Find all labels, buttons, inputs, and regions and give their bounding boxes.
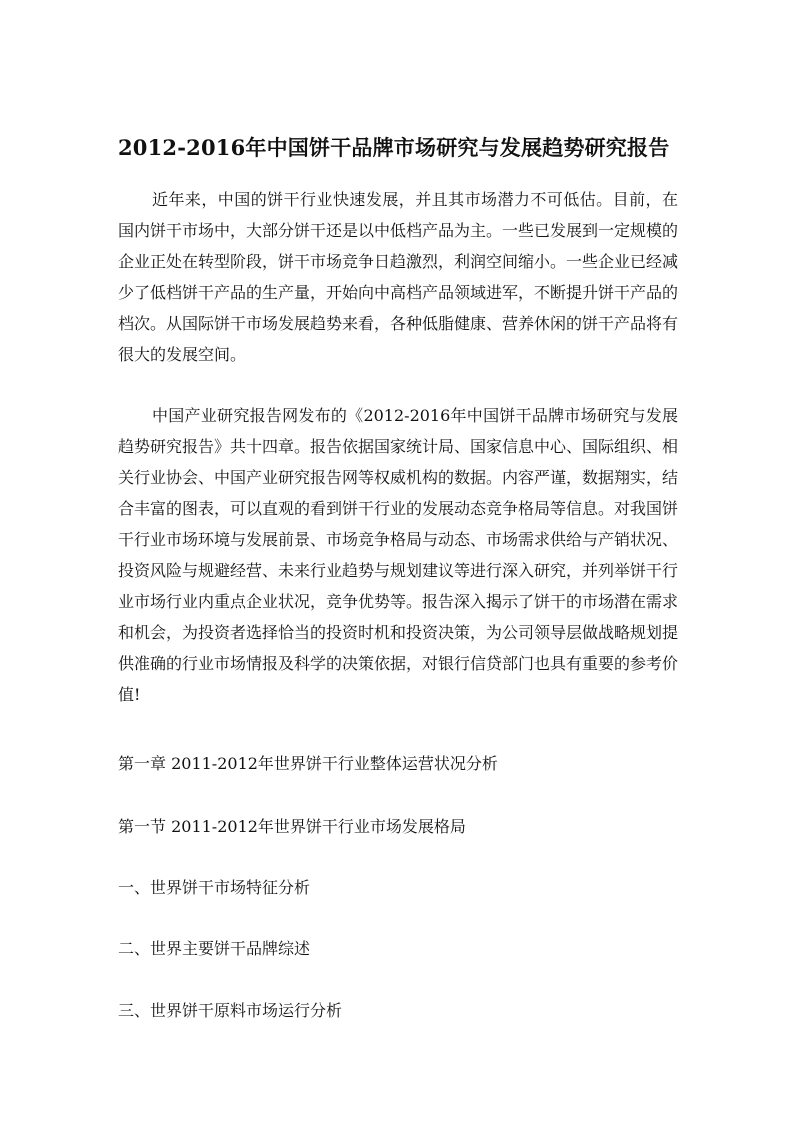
subsection-heading: 一、世界饼干市场特征分析 bbox=[118, 878, 311, 897]
chapter-heading: 第一章 2011-2012年世界饼干行业整体运营状况分析 bbox=[118, 754, 498, 773]
intro-paragraph: 近年来，中国的饼干行业快速发展，并且其市场潜力不可低估。目前，在国内饼干市场中，大部分饼干还是以中低档产品为主。一些已发展到一定规模的企业正处在转型阶段，饼干市场竞争日趋激烈，利润空间缩小。一些企业已经减少了低档饼干产品的生产量，开始向中高档产品领域进军，不断提升饼干产品的档次。从国际饼干市场发展趋势来看，各种低脂健康、营养休闲的饼干产品将有很大的发展空间。 bbox=[118, 190, 679, 364]
subsection-heading: 三、世界饼干原料市场运行分析 bbox=[118, 1001, 343, 1020]
subsection-heading: 二、世界主要饼干品牌综述 bbox=[118, 939, 311, 958]
report-description-paragraph: 中国产业研究报告网发布的《2012-2016年中国饼干品牌市场研究与发展趋势研究报告》共十四章。报告依据国家统计局、国家信息中心、国际组织、相关行业协会、中国产业研究报告网等权威机构的数据。内容严谨，数据翔实，结合丰富的图表，可以直观的看到饼干行业的发展动态竞争格局等信息。对我国饼干行业市场环境与发展前景、市场竞争格局与动态、市场需求供给与产销状况、投资风险与规避经营、未来行业趋势与规划建议等进行深入研究，并列举饼干行业市场行业内重点企业状况，竞争优势等。报告深入揭示了饼干的市场潜在需求和机会，为投资者选择恰当的投资时机和投资决策，为公司领导层做战略规划提供准确的行业市场情报及科学的决策依据，对银行信贷部门也具有重要的参考价值! bbox=[118, 406, 679, 704]
section-heading: 第一节 2011-2012年世界饼干行业市场发展格局 bbox=[118, 817, 466, 836]
document-title: 2012-2016年中国饼干品牌市场研究与发展趋势研究报告 bbox=[118, 135, 670, 160]
